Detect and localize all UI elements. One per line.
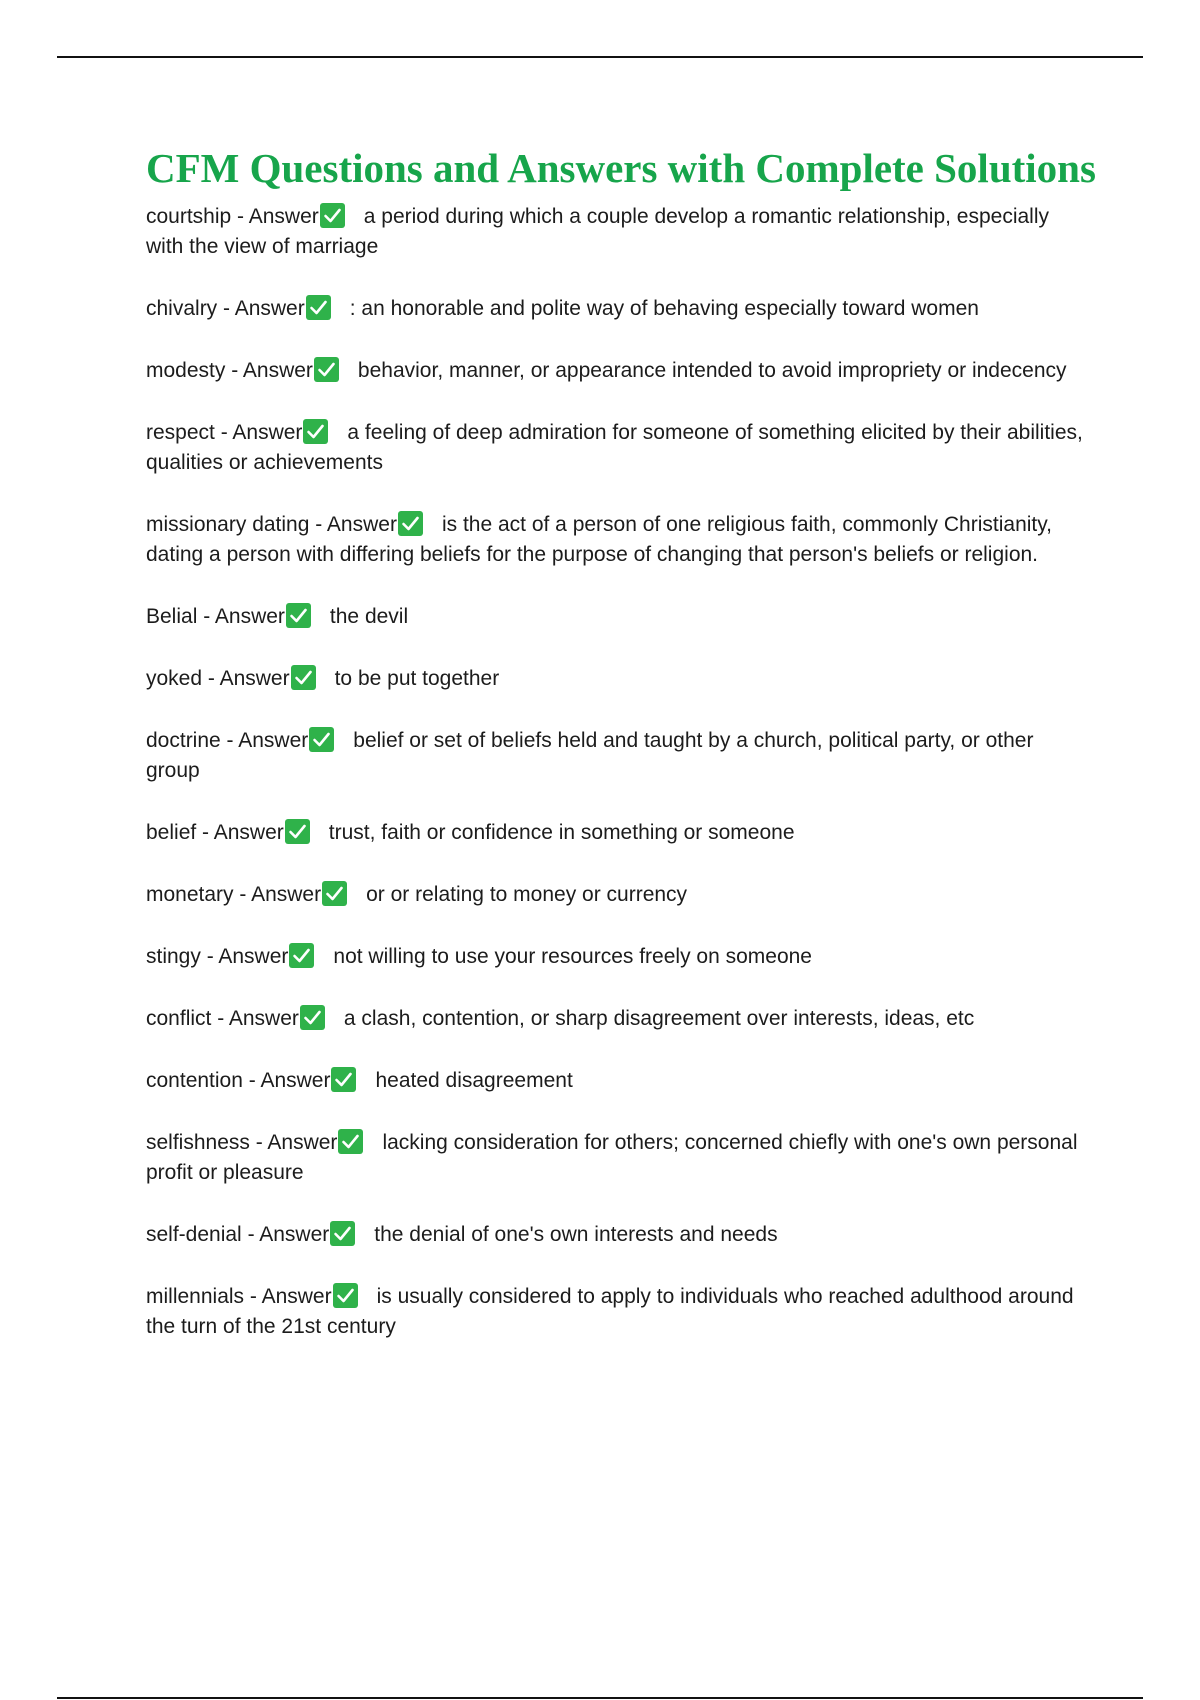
green-checkmark-icon: [309, 727, 334, 752]
qa-item: [146, 294, 1086, 324]
qa-separator: -: [244, 1285, 262, 1308]
qa-definition: is usually considered to apply to individuals who reached adulthood around the turn of the 21st century: [146, 1285, 1074, 1338]
qa-definition: the denial of one's own interests and needs: [374, 1223, 778, 1246]
qa-definition: : an honorable and polite way of behaving especially toward women: [349, 297, 979, 320]
qa-item: [146, 1220, 1086, 1250]
qa-separator: -: [197, 605, 215, 628]
qa-item: [146, 202, 1086, 262]
answer-label: Answer: [219, 667, 290, 690]
qa-item: [146, 818, 1086, 848]
answer-label: Answer: [261, 1285, 332, 1308]
top-rule: [57, 56, 1143, 58]
qa-term: self-denial: [146, 1223, 242, 1246]
qa-separator: -: [200, 945, 219, 968]
qa-term: doctrine: [146, 729, 221, 752]
qa-definition: heated disagreement: [375, 1069, 573, 1092]
qa-item: [146, 602, 1086, 632]
qa-definition: the devil: [329, 605, 409, 628]
qa-term: selfishness: [146, 1131, 250, 1154]
answer-label: Answer: [214, 605, 285, 628]
qa-separator: -: [211, 1007, 229, 1030]
qa-term: respect: [146, 421, 215, 444]
answer-label: Answer: [213, 821, 284, 844]
answer-label: Answer: [326, 513, 397, 536]
answer-label: Answer: [267, 1131, 338, 1154]
qa-definition: a period during which a couple develop a romantic relationship, especially with the view of marriage: [146, 205, 1050, 258]
qa-definition: to be put together: [334, 667, 500, 690]
answer-label: Answer: [248, 205, 319, 228]
answer-label: Answer: [232, 421, 303, 444]
document-title: CFM Questions and Answers with Complete Solutions: [146, 145, 1096, 191]
qa-item: [146, 356, 1086, 386]
qa-item: [146, 1282, 1086, 1342]
answer-label: Answer: [260, 1069, 331, 1092]
qa-separator: -: [309, 513, 327, 536]
qa-item: [146, 510, 1086, 570]
qa-term: conflict: [146, 1007, 212, 1030]
answer-label: Answer: [218, 945, 289, 968]
qa-term: belief: [146, 821, 197, 844]
qa-separator: -: [241, 1223, 260, 1246]
green-checkmark-icon: [330, 1221, 355, 1246]
qa-term: contention: [146, 1069, 243, 1092]
qa-item: [146, 726, 1086, 786]
qa-term: Belial: [146, 605, 198, 628]
answer-label: Answer: [238, 729, 309, 752]
qa-separator: -: [242, 1069, 261, 1092]
qa-separator: -: [217, 297, 235, 320]
qa-item: [146, 418, 1086, 478]
qa-item: [146, 1066, 1086, 1096]
answer-label: Answer: [242, 359, 313, 382]
answer-label: Answer: [228, 1007, 299, 1030]
qa-separator: -: [202, 667, 220, 690]
qa-separator: -: [225, 359, 243, 382]
qa-term: chivalry: [146, 297, 218, 320]
green-checkmark-icon: [300, 1005, 325, 1030]
qa-item: [146, 664, 1086, 694]
qa-item: [146, 1004, 1086, 1034]
green-checkmark-icon: [320, 203, 345, 228]
qa-list: [146, 202, 1086, 1342]
green-checkmark-icon: [398, 511, 423, 536]
answer-label: Answer: [234, 297, 305, 320]
qa-item: [146, 1128, 1086, 1188]
answer-label: Answer: [251, 883, 322, 906]
green-checkmark-icon: [338, 1129, 363, 1154]
qa-item: [146, 942, 1086, 972]
qa-definition: or or relating to money or currency: [366, 883, 688, 906]
qa-separator: -: [233, 883, 252, 906]
document-body: [146, 140, 1096, 1374]
green-checkmark-icon: [286, 603, 311, 628]
green-checkmark-icon: [314, 357, 339, 382]
qa-definition: behavior, manner, or appearance intended to avoid impropriety or indecency: [357, 359, 1067, 382]
qa-separator: -: [231, 205, 249, 228]
answer-label: Answer: [259, 1223, 330, 1246]
qa-term: courtship: [146, 205, 232, 228]
qa-separator: -: [196, 821, 214, 844]
qa-definition: not willing to use your resources freely on someone: [333, 945, 812, 968]
qa-definition: a clash, contention, or sharp disagreement over interests, ideas, etc: [343, 1007, 975, 1030]
qa-term: millennials: [146, 1285, 245, 1308]
qa-separator: -: [220, 729, 239, 752]
qa-definition: lacking consideration for others; concerned chiefly with one's own personal profit or pleasure: [146, 1131, 1078, 1184]
green-checkmark-icon: [333, 1283, 358, 1308]
qa-item: [146, 880, 1086, 910]
qa-term: missionary dating: [146, 513, 310, 536]
qa-definition: a feeling of deep admiration for someone of something elicited by their abilities, qualities or achievements: [146, 421, 1083, 474]
qa-definition: trust, faith or confidence in something or someone: [328, 821, 795, 844]
bottom-rule: [57, 1697, 1143, 1699]
green-checkmark-icon: [285, 819, 310, 844]
qa-separator: -: [214, 421, 233, 444]
qa-separator: -: [249, 1131, 268, 1154]
green-checkmark-icon: [291, 665, 316, 690]
qa-term: monetary: [146, 883, 234, 906]
green-checkmark-icon: [322, 881, 347, 906]
green-checkmark-icon: [331, 1067, 356, 1092]
qa-term: stingy: [146, 945, 201, 968]
qa-definition: belief or set of beliefs held and taught by a church, political party, or other group: [146, 729, 1034, 782]
green-checkmark-icon: [303, 419, 328, 444]
green-checkmark-icon: [306, 295, 331, 320]
green-checkmark-icon: [289, 943, 314, 968]
qa-term: modesty: [146, 359, 226, 382]
qa-term: yoked: [146, 667, 203, 690]
qa-definition: is the act of a person of one religious faith, commonly Christianity, dating a person with differing beliefs for the purpose of changing that person's beliefs or religion.: [146, 513, 1053, 566]
